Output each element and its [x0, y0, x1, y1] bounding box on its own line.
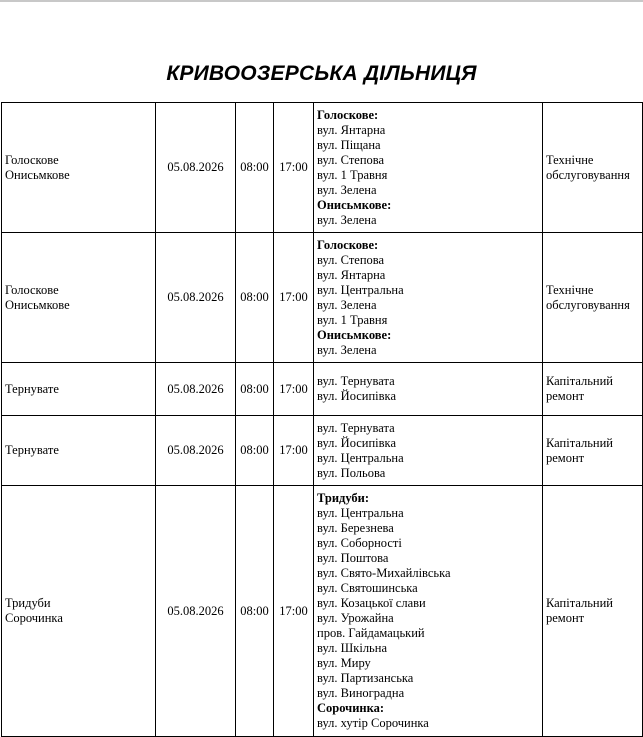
settlements-cell [2, 363, 156, 416]
table-body [2, 103, 643, 737]
work-type-text: ремонт [546, 611, 585, 625]
settlement-heading: Онисьмкове: [317, 327, 392, 342]
street-name: вул. Козацької слави [317, 596, 426, 610]
outage-schedule-table [1, 102, 643, 737]
time-from-cell: 08:00 [236, 363, 274, 416]
street-name: вул. хутір Сорочинка [317, 716, 429, 730]
settlements-cell [2, 416, 156, 486]
street-name: вул. Березнева [317, 521, 394, 535]
time-to-cell: 17:00 [274, 486, 314, 737]
street-name: вул. Виноградна [317, 686, 405, 700]
work-type-text: Капітальний [546, 435, 613, 450]
street-name: вул. Йосипівка [317, 435, 396, 450]
time-to-cell: 17:00 [274, 363, 314, 416]
settlement-name: Тернувате [5, 381, 59, 396]
settlement-name: Тридуби [5, 596, 51, 610]
street-name: пров. Гайдамацький [317, 626, 425, 640]
street-name: вул. 1 Травня [317, 312, 388, 327]
street-name: вул. Центральна [317, 282, 404, 297]
date-cell: 05.08.2026 [156, 363, 236, 416]
time-to-cell: 17:00 [274, 416, 314, 486]
street-name: вул. Поштова [317, 551, 389, 565]
time-from-cell: 08:00 [236, 486, 274, 737]
work-type-cell [543, 233, 643, 363]
time-from-cell: 08:00 [236, 103, 274, 233]
work-type-cell [543, 363, 643, 416]
time-from-cell: 08:00 [236, 416, 274, 486]
street-name: вул. Йосипівка [317, 389, 396, 403]
settlements-cell [2, 233, 156, 363]
settlements-cell [2, 103, 156, 233]
settlement-name: Голоскове [5, 282, 59, 297]
table-row [2, 103, 643, 233]
street-name: вул. 1 Травня [317, 167, 388, 182]
streets-cell [314, 233, 543, 363]
work-type-cell [543, 416, 643, 486]
street-name: вул. Янтарна [317, 122, 386, 137]
street-name: вул. Зелена [317, 342, 377, 357]
work-type-text: ремонт [546, 389, 585, 403]
table-row [2, 363, 643, 416]
date-cell: 05.08.2026 [156, 233, 236, 363]
street-name: вул. Миру [317, 656, 371, 670]
streets-cell [314, 363, 543, 416]
streets-cell [314, 416, 543, 486]
work-type-cell [543, 103, 643, 233]
street-name: вул. Святошинська [317, 581, 418, 595]
table-row [2, 416, 643, 486]
date-cell: 05.08.2026 [156, 486, 236, 737]
date-cell: 05.08.2026 [156, 416, 236, 486]
top-divider [0, 0, 643, 2]
street-name: вул. Тернувата [317, 420, 395, 435]
street-name: вул. Зелена [317, 297, 377, 312]
settlement-heading: Тридуби: [317, 491, 370, 505]
settlement-name: Онисьмкове [5, 297, 70, 312]
settlement-name: Сорочинка [5, 611, 63, 625]
time-to-cell: 17:00 [274, 233, 314, 363]
street-name: вул. Центральна [317, 450, 404, 465]
time-from-cell: 08:00 [236, 233, 274, 363]
page-title: КРИВООЗЕРСЬКА ДІЛЬНИЦЯ [166, 62, 477, 85]
street-name: вул. Янтарна [317, 267, 386, 282]
street-name: вул. Степова [317, 252, 385, 267]
settlement-heading: Голоскове: [317, 237, 379, 252]
streets-cell [314, 486, 543, 737]
time-to-cell: 17:00 [274, 103, 314, 233]
street-name: вул. Свято-Михайлівська [317, 566, 451, 580]
work-type-text: Капітальний [546, 596, 613, 610]
street-name: вул. Урожайна [317, 611, 394, 625]
settlement-heading: Сорочинка: [317, 701, 385, 715]
settlement-name: Голоскове [5, 152, 59, 167]
work-type-text: Технічне [546, 152, 594, 167]
settlement-heading: Голоскове: [317, 107, 379, 122]
work-type-text: обслуговування [546, 167, 630, 182]
table-row [2, 233, 643, 363]
settlement-name: Онисьмкове [5, 167, 70, 182]
street-name: вул. Зелена [317, 182, 377, 197]
settlement-heading: Онисьмкове: [317, 197, 392, 212]
street-name: вул. Польова [317, 465, 386, 480]
work-type-text: ремонт [546, 450, 585, 465]
street-name: вул. Тернувата [317, 374, 395, 388]
work-type-text: Технічне [546, 282, 594, 297]
settlement-name: Тернувате [5, 443, 59, 457]
street-name: вул. Центральна [317, 506, 404, 520]
street-name: вул. Піщана [317, 137, 381, 152]
work-type-text: обслуговування [546, 297, 630, 312]
date-cell: 05.08.2026 [156, 103, 236, 233]
street-name: вул. Зелена [317, 212, 377, 227]
work-type-cell [543, 486, 643, 737]
street-name: вул. Партизанська [317, 671, 414, 685]
street-name: вул. Соборності [317, 536, 402, 550]
settlements-cell [2, 486, 156, 737]
table-row [2, 486, 643, 737]
street-name: вул. Шкільна [317, 641, 387, 655]
street-name: вул. Степова [317, 152, 385, 167]
work-type-text: Капітальний [546, 374, 613, 388]
streets-cell [314, 103, 543, 233]
